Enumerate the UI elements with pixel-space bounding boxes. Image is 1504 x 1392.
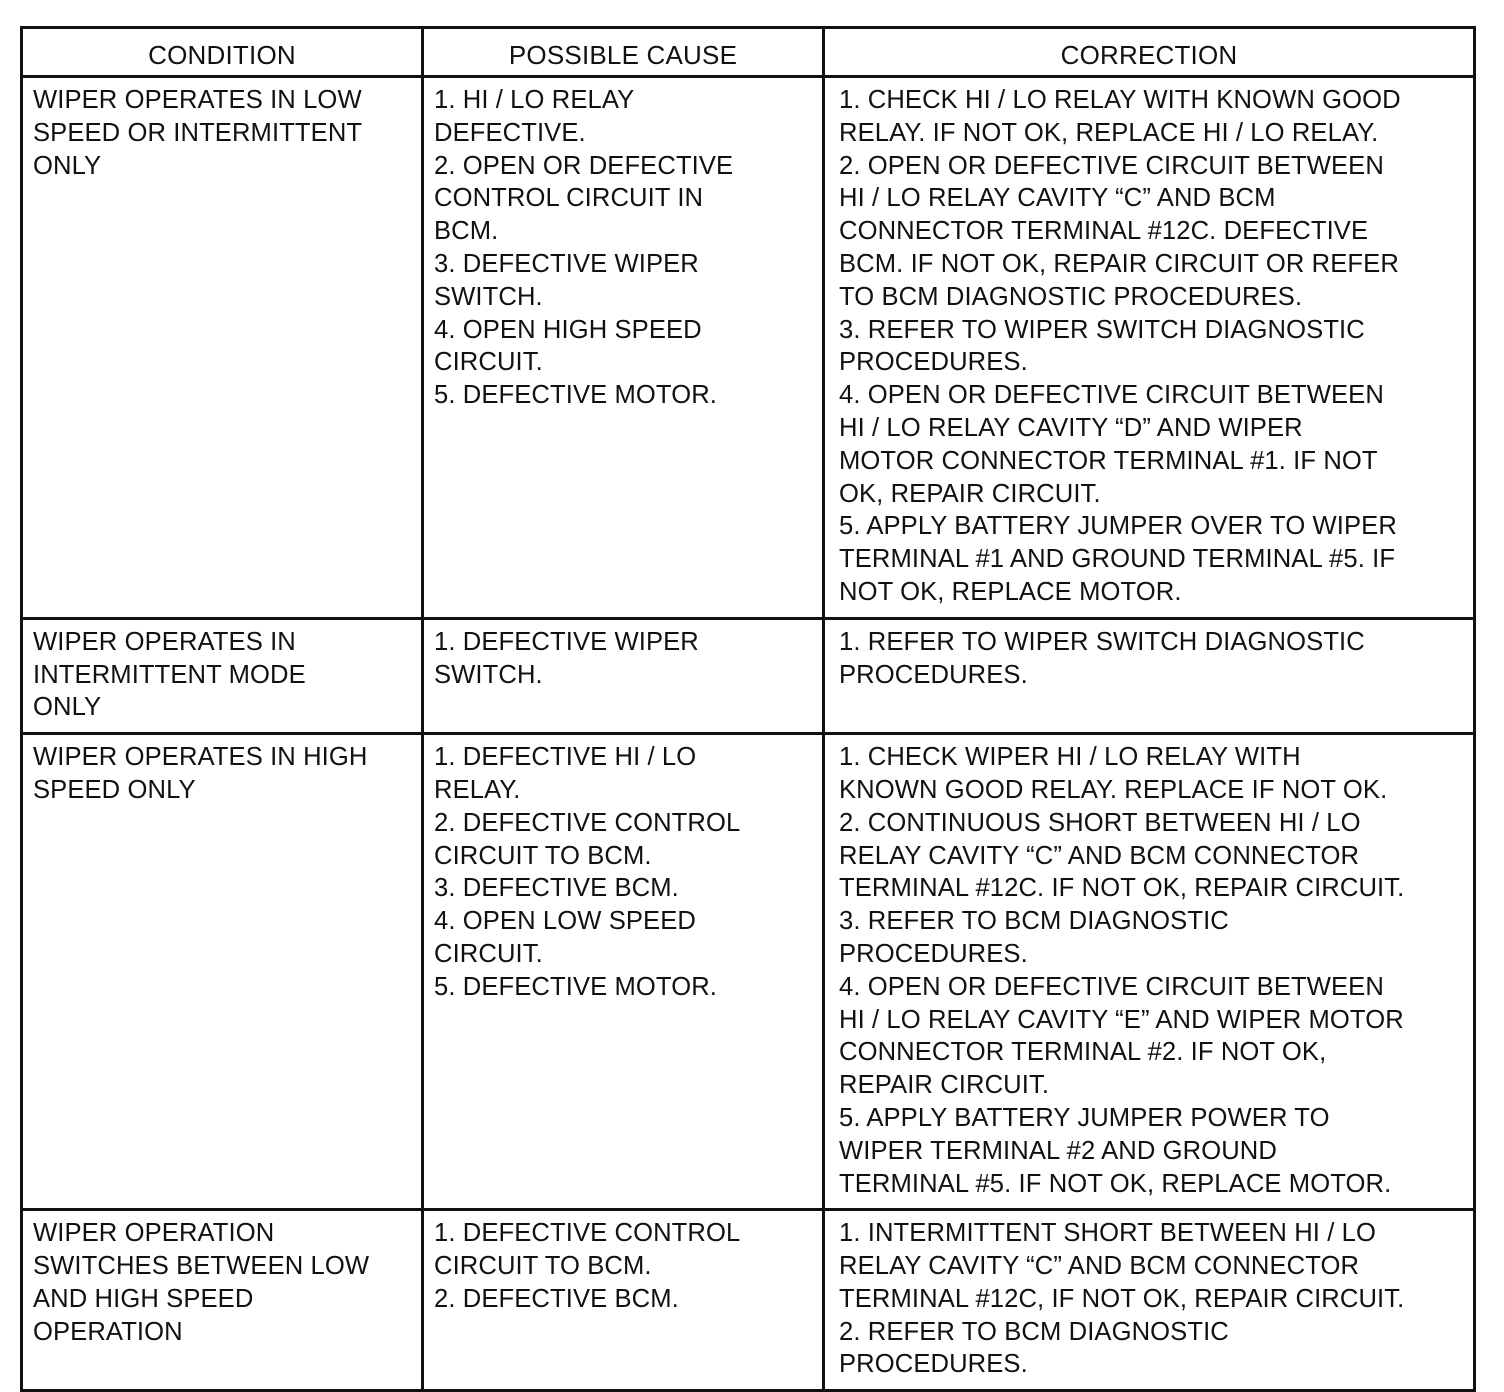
cell-line: 1. HI / LO RELAY [434, 86, 635, 114]
cell-line: RELAY. [434, 775, 521, 804]
cell-line: 2. DEFECTIVE CONTROL [434, 808, 741, 837]
table-row [22, 618, 1475, 733]
cell-line: AND HIGH SPEED [33, 1284, 254, 1313]
cell-line: 2. DEFECTIVE BCM. [434, 1284, 679, 1313]
cell-line: CONNECTOR TERMINAL #2. IF NOT OK, [839, 1038, 1327, 1067]
cause-cell [423, 1210, 824, 1391]
cell-line: OK, REPAIR CIRCUIT. [839, 479, 1101, 508]
table-row [22, 77, 1475, 619]
cell-line: 1. DEFECTIVE HI / LO [434, 743, 697, 772]
cell-line: 1. CHECK HI / LO RELAY WITH KNOWN GOOD [839, 86, 1401, 114]
cell-line: INTERMITTENT MODE [33, 660, 306, 689]
cell-line: WIPER OPERATES IN [33, 627, 296, 656]
cell-line: BCM. [434, 217, 499, 246]
cell-line: HI / LO RELAY CAVITY “C” AND BCM [839, 184, 1276, 213]
condition-cell [22, 77, 423, 619]
cell-line: OPERATION [33, 1317, 183, 1346]
header-condition: CONDITION [22, 28, 423, 77]
cell-line: RELAY CAVITY “C” AND BCM CONNECTOR [839, 841, 1360, 870]
cell-line: 3. REFER TO BCM DIAGNOSTIC [839, 907, 1229, 936]
cell-line: HI / LO RELAY CAVITY “E” AND WIPER MOTOR [839, 1005, 1404, 1034]
condition-cell [22, 734, 423, 1210]
cell-line: TERMINAL #12C. IF NOT OK, REPAIR CIRCUIT. [839, 874, 1405, 903]
cell-line: NOT OK, REPLACE MOTOR. [839, 577, 1182, 606]
cell-line: REPAIR CIRCUIT. [839, 1071, 1050, 1100]
cell-line: 3. REFER TO WIPER SWITCH DIAGNOSTIC [839, 315, 1365, 344]
cell-line: RELAY CAVITY “C” AND BCM CONNECTOR [839, 1252, 1360, 1281]
cell-line: 4. OPEN OR DEFECTIVE CIRCUIT BETWEEN [839, 381, 1384, 410]
cell-line: KNOWN GOOD RELAY. REPLACE IF NOT OK. [839, 775, 1388, 804]
cell-line: WIPER OPERATES IN HIGH [33, 743, 368, 772]
table-row [22, 734, 1475, 1210]
cell-line: CONNECTOR TERMINAL #12C. DEFECTIVE [839, 217, 1369, 246]
cell-line: 5. APPLY BATTERY JUMPER OVER TO WIPER [839, 512, 1397, 541]
cause-cell [423, 77, 824, 619]
correction-cell [824, 77, 1475, 619]
cell-line: 2. OPEN OR DEFECTIVE CIRCUIT BETWEEN [839, 151, 1384, 180]
cell-line: CIRCUIT. [434, 939, 543, 968]
header-row [22, 28, 1475, 77]
table-row [22, 1210, 1475, 1391]
cell-line: WIPER OPERATION [33, 1219, 275, 1248]
cell-line: SWITCH. [434, 660, 543, 689]
cell-line: 5. DEFECTIVE MOTOR. [434, 972, 717, 1001]
cell-line: CIRCUIT TO BCM. [434, 841, 652, 870]
cell-line: WIPER OPERATES IN LOW [33, 86, 362, 114]
cell-line: 3. DEFECTIVE BCM. [434, 874, 679, 903]
cell-line: 5. DEFECTIVE MOTOR. [434, 381, 717, 410]
cell-line: SWITCHES BETWEEN LOW [33, 1252, 370, 1281]
cell-line: PROCEDURES. [839, 939, 1028, 968]
cell-line: TERMINAL #12C, IF NOT OK, REPAIR CIRCUIT. [839, 1284, 1405, 1313]
cell-line: MOTOR CONNECTOR TERMINAL #1. IF NOT [839, 446, 1378, 475]
header-possible-cause: POSSIBLE CAUSE [423, 28, 824, 77]
cell-line: 5. APPLY BATTERY JUMPER POWER TO [839, 1103, 1330, 1132]
cell-line: 1. DEFECTIVE WIPER [434, 627, 699, 656]
cell-line: ONLY [33, 151, 102, 180]
cell-line: PROCEDURES. [839, 1350, 1028, 1379]
diagnosis-table [20, 26, 1476, 1392]
cell-line: 1. DEFECTIVE CONTROL [434, 1219, 741, 1248]
cell-line: 2. REFER TO BCM DIAGNOSTIC [839, 1317, 1229, 1346]
cell-line: PROCEDURES. [839, 348, 1028, 377]
cell-line: 2. CONTINUOUS SHORT BETWEEN HI / LO [839, 808, 1361, 837]
correction-cell [824, 1210, 1475, 1391]
cell-line: TERMINAL #5. IF NOT OK, REPLACE MOTOR. [839, 1169, 1392, 1198]
cell-line: SPEED ONLY [33, 775, 196, 804]
cell-line: 1. REFER TO WIPER SWITCH DIAGNOSTIC [839, 627, 1365, 656]
cell-line: BCM. IF NOT OK, REPAIR CIRCUIT OR REFER [839, 249, 1399, 278]
cell-line: 4. OPEN OR DEFECTIVE CIRCUIT BETWEEN [839, 972, 1384, 1001]
cell-line: 3. DEFECTIVE WIPER [434, 249, 699, 278]
cell-line: 4. OPEN LOW SPEED [434, 907, 696, 936]
header-correction: CORRECTION [824, 28, 1475, 77]
cell-line: TERMINAL #1 AND GROUND TERMINAL #5. IF [839, 545, 1396, 574]
cell-line: SPEED OR INTERMITTENT [33, 118, 363, 147]
cell-line: 1. INTERMITTENT SHORT BETWEEN HI / LO [839, 1219, 1376, 1248]
cell-line: CIRCUIT TO BCM. [434, 1252, 652, 1281]
condition-cell [22, 618, 423, 733]
cell-line: PROCEDURES. [839, 660, 1028, 689]
correction-cell [824, 734, 1475, 1210]
cell-line: 2. OPEN OR DEFECTIVE [434, 151, 734, 180]
cell-line: HI / LO RELAY CAVITY “D” AND WIPER [839, 413, 1303, 442]
correction-cell [824, 618, 1475, 733]
cause-cell [423, 734, 824, 1210]
condition-cell [22, 1210, 423, 1391]
cell-line: CONTROL CIRCUIT IN [434, 184, 704, 213]
cell-line: WIPER TERMINAL #2 AND GROUND [839, 1136, 1277, 1165]
cell-line: CIRCUIT. [434, 348, 543, 377]
cell-line: ONLY [33, 693, 102, 722]
cause-cell [423, 618, 824, 733]
cell-line: 4. OPEN HIGH SPEED [434, 315, 702, 344]
cell-line: RELAY. IF NOT OK, REPLACE HI / LO RELAY. [839, 118, 1379, 147]
cell-line: SWITCH. [434, 282, 543, 311]
cell-line: DEFECTIVE. [434, 118, 586, 147]
cell-line: 1. CHECK WIPER HI / LO RELAY WITH [839, 743, 1301, 772]
cell-line: TO BCM DIAGNOSTIC PROCEDURES. [839, 282, 1303, 311]
